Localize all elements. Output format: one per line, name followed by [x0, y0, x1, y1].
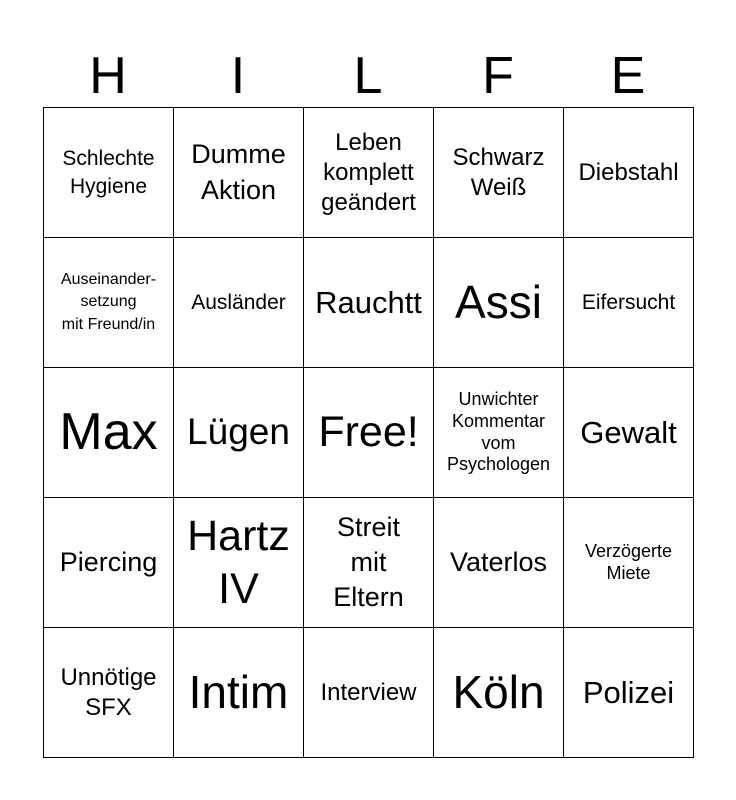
- bingo-cell-r4-c2[interactable]: [174, 498, 304, 628]
- bingo-cell-r4-c1[interactable]: [44, 498, 174, 628]
- bingo-cell-r5-c5[interactable]: [564, 628, 694, 758]
- bingo-cell-r1-c1[interactable]: [44, 108, 174, 238]
- header-letter-f: F: [482, 47, 514, 105]
- cell-label: Verzögerte Miete: [584, 540, 673, 583]
- bingo-cell-r2-c5[interactable]: [564, 238, 694, 368]
- header-letter-h: H: [89, 47, 127, 105]
- bingo-cell-r4-c5[interactable]: [564, 498, 694, 628]
- bingo-cell-r3-c3 free-space[interactable]: [304, 368, 434, 498]
- bingo-cell-r1-c3[interactable]: [304, 108, 434, 238]
- cell-label: Hartz IV: [187, 512, 290, 613]
- bingo-cell-r2-c4[interactable]: [434, 238, 564, 368]
- bingo-cell-r3-c4[interactable]: [434, 368, 564, 498]
- cell-label: Unnötige SFX: [60, 663, 157, 721]
- bingo-cell-r5-c1[interactable]: [44, 628, 174, 758]
- bingo-cell-r5-c4[interactable]: [434, 628, 564, 758]
- cell-label: Gewalt: [580, 414, 677, 450]
- bingo-cell-r2-c3[interactable]: [304, 238, 434, 368]
- header-letter-l: L: [353, 47, 383, 105]
- cell-label: Dumme Aktion: [191, 139, 286, 205]
- cell-label: Vaterlos: [449, 546, 548, 577]
- bingo-cell-r4-c3[interactable]: [304, 498, 434, 628]
- cell-label: Diebstahl: [578, 158, 679, 186]
- bingo-cell-r3-c5[interactable]: [564, 368, 694, 498]
- cell-label: Ausländer: [191, 290, 286, 314]
- cell-label: Intim: [188, 666, 289, 719]
- cell-label: Unwichter Kommentar vom Psychologen: [446, 389, 551, 475]
- cell-label: Lügen: [187, 411, 290, 453]
- free-space-label: Free!: [318, 408, 419, 457]
- bingo-board: [43, 107, 694, 758]
- bingo-header: [43, 44, 693, 108]
- cell-label: Streit mit Eltern: [333, 511, 404, 613]
- cell-label: Interview: [320, 678, 417, 706]
- cell-label: Eifersucht: [581, 290, 676, 314]
- cell-label: Polizei: [582, 674, 675, 710]
- bingo-cell-r2-c1[interactable]: [44, 238, 174, 368]
- cell-label: Assi: [455, 276, 542, 329]
- bingo-cell-r1-c5[interactable]: [564, 108, 694, 238]
- bingo-cell-r3-c2[interactable]: [174, 368, 304, 498]
- cell-label: Leben komplett geändert: [321, 128, 416, 216]
- bingo-cell-r2-c2[interactable]: [174, 238, 304, 368]
- bingo-cell-r3-c1[interactable]: [44, 368, 174, 498]
- bingo-cell-r4-c4[interactable]: [434, 498, 564, 628]
- header-letter-e: E: [610, 47, 646, 105]
- cell-label: Max: [59, 402, 158, 461]
- cell-label: Köln: [452, 666, 545, 719]
- bingo-cell-r1-c2[interactable]: [174, 108, 304, 238]
- bingo-cell-r1-c4[interactable]: [434, 108, 564, 238]
- bingo-cell-r5-c3[interactable]: [304, 628, 434, 758]
- cell-label: Auseinander- setzung mit Freund/in: [60, 271, 157, 333]
- cell-label: Schlechte Hygiene: [62, 147, 155, 198]
- cell-label: Schwarz Weiß: [452, 143, 545, 201]
- header-letter-i: I: [230, 47, 246, 105]
- cell-label: Piercing: [59, 546, 158, 577]
- bingo-cell-r5-c2[interactable]: [174, 628, 304, 758]
- cell-label: Rauchtt: [315, 284, 422, 320]
